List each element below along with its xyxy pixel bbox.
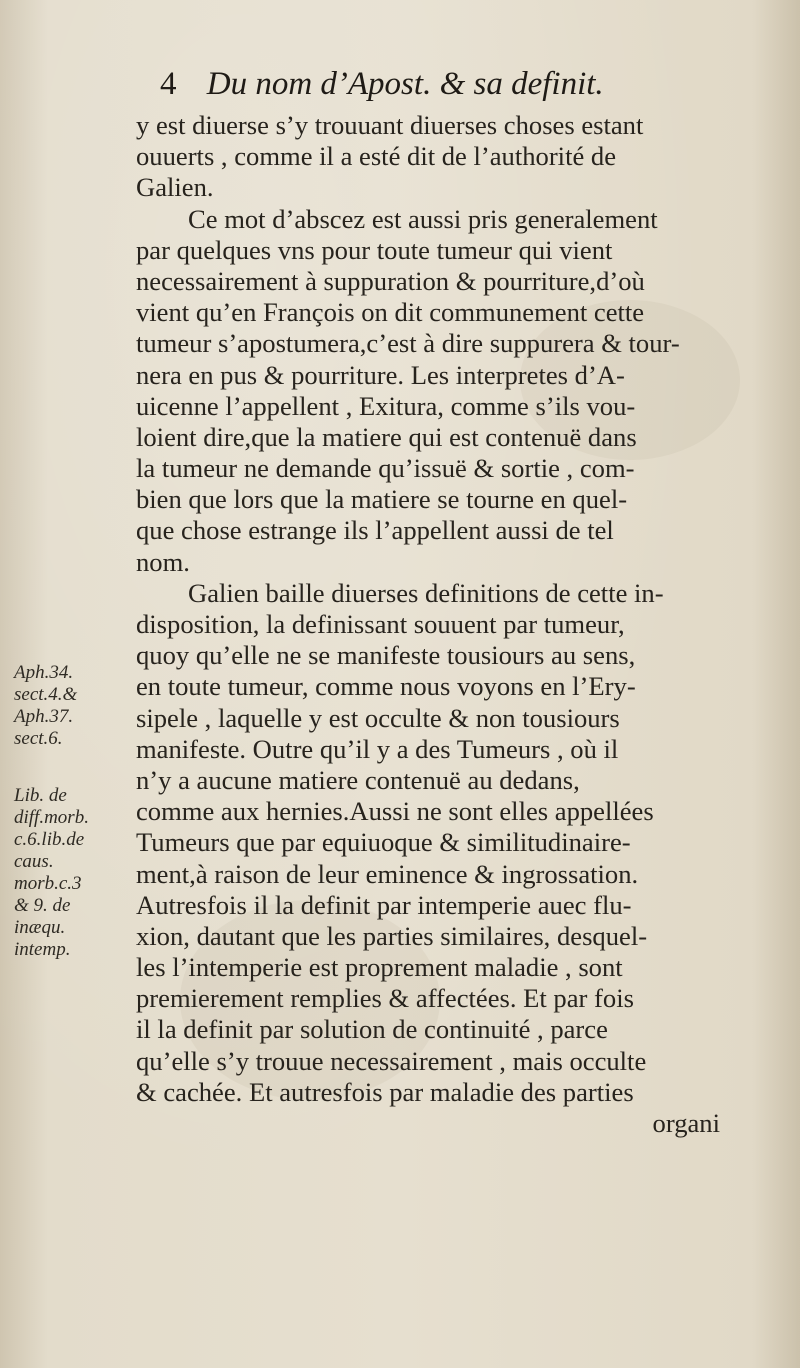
text-line: Galien.	[136, 172, 214, 203]
marginal-note-line: inæqu.	[14, 917, 66, 938]
text-line: Ce mot d’abscez est aussi pris generalement	[188, 203, 658, 234]
marginal-note-line: caus.	[14, 851, 54, 872]
marginal-note-references	[14, 784, 132, 960]
text-line: nom.	[136, 546, 190, 577]
text-line: en toute tumeur, comme nous voyons en l’Ery-	[136, 671, 636, 702]
text-line: les l’intemperie est proprement maladie , sont	[136, 952, 623, 983]
marginal-note-line: morb.c.3	[14, 873, 82, 894]
page-number: 4	[160, 66, 177, 102]
text-line: ouuerts , comme il a esté dit de l’authorité de	[136, 141, 617, 172]
text-line: Galien baille diuerses definitions de cette in-	[188, 577, 664, 608]
text-line: la tumeur ne demande qu’issuë & sortie , com-	[136, 453, 635, 484]
text-line: vient qu’en François on dit communement cette	[136, 297, 645, 328]
text-line: tumeur s’apostumera,c’est à dire suppurera & tour-	[136, 328, 680, 359]
marginal-note-line: Lib. de	[14, 785, 67, 806]
text-line: disposition, la definissant souuent par tumeur,	[136, 609, 625, 639]
marginal-note-line: sect.6.	[14, 728, 63, 749]
text-line: bien que lors que la matiere se tourne en quel-	[136, 484, 628, 515]
text-line: necessairement à suppuration & pourriture,d’où	[136, 265, 645, 296]
text-line: xion, dautant que les parties similaires, desquel-	[136, 920, 648, 951]
marginal-note-line: & 9. de	[14, 895, 71, 916]
text-line: il la definit par solution de continuité , parce	[136, 1014, 608, 1045]
marginal-note-line: Aph.34.	[14, 662, 74, 683]
marginal-note-line: diff.morb.	[14, 807, 89, 828]
text-line: sipele , laquelle y est occulte & non tousiours	[136, 702, 620, 733]
marginal-note-line: c.6.lib.de	[14, 829, 85, 850]
running-header	[160, 66, 720, 110]
marginal-note-aphorisms	[14, 661, 132, 749]
text-line: nera en pus & pourriture. Les interpretes d’A-	[136, 359, 625, 390]
text-line: qu’elle s’y trouue necessairement , mais occulte	[136, 1045, 647, 1076]
text-line: n’y a aucune matiere contenuë au dedans,	[136, 764, 580, 795]
marginal-note-line: Aph.37.	[14, 706, 74, 727]
text-line: manifeste. Outre qu’il y a des Tumeurs , où il	[136, 733, 619, 764]
text-line: comme aux hernies.Aussi ne sont elles appellées	[136, 796, 654, 827]
text-line: y est diuerse s’y trouuant diuerses choses estant	[136, 110, 644, 140]
text-line: Tumeurs que par equiuoque & similitudinaire-	[136, 827, 631, 858]
running-title: Du nom d’Apost. & sa definit.	[206, 66, 604, 102]
text-line: & cachée. Et autresfois par maladie des parties	[136, 1076, 634, 1107]
body-text	[136, 110, 742, 1139]
text-line: Autresfois il la definit par intemperie auec flu-	[136, 889, 632, 920]
text-line: premierement remplies & affectées. Et par fois	[136, 983, 634, 1014]
text-line: ment,à raison de leur eminence & ingrossation.	[136, 858, 639, 889]
marginal-note-line: sect.4.&	[14, 684, 78, 705]
text-line: loient dire,que la matiere qui est contenuë dans	[136, 421, 637, 452]
text-line: que chose estrange ils l’appellent aussi de tel	[136, 515, 614, 546]
text-line: par quelques vns pour toute tumeur qui vient	[136, 234, 613, 265]
catchword: organi	[652, 1108, 720, 1138]
text-line: uicenne l’appellent , Exitura, comme s’ils vou-	[136, 390, 636, 421]
text-line: quoy qu’elle ne se manifeste tousiours au sens,	[136, 640, 636, 671]
marginal-note-line: intemp.	[14, 939, 71, 960]
